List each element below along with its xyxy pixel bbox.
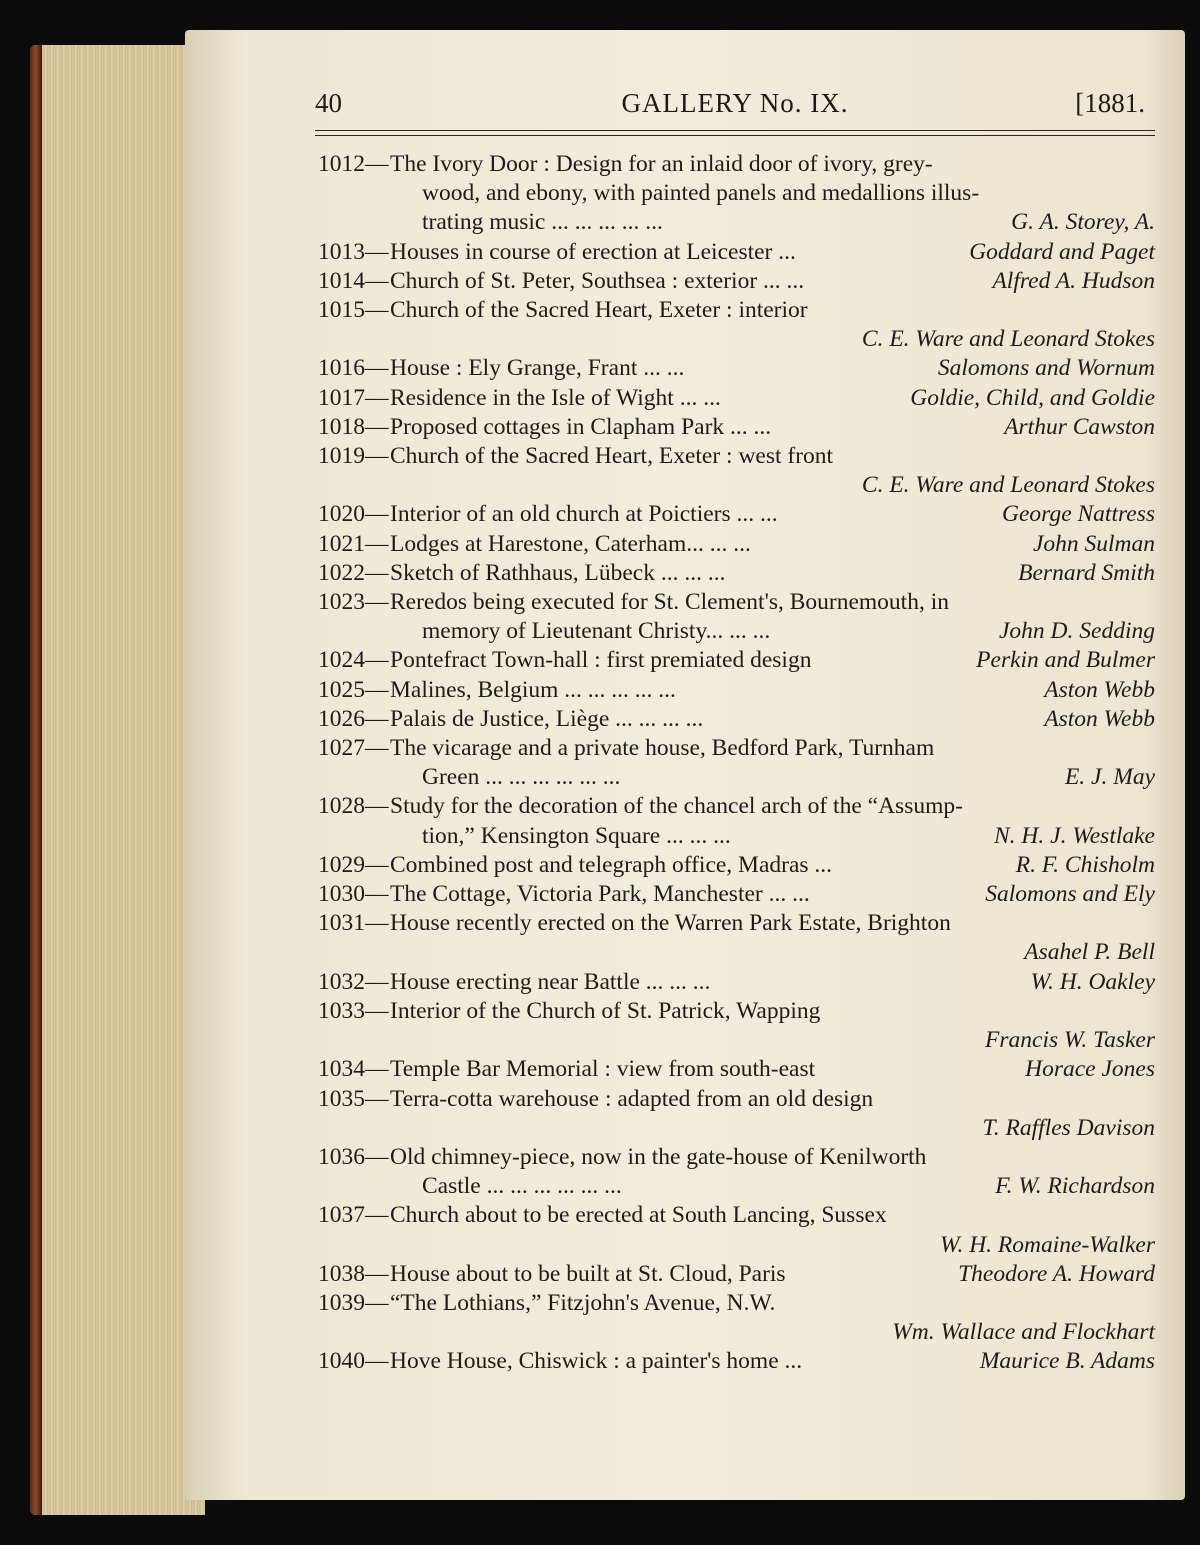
entry-line [318,1289,1155,1318]
catalogue-entry [318,646,1155,675]
entry-number: 1013— [318,238,389,265]
entry-number: 1016— [318,355,389,382]
entry-line [318,792,1155,821]
entry-title: Malines, Belgium ... ... ... ... ... [390,676,676,703]
entry-line [318,384,1155,413]
entry-architect: George Nattress [1002,501,1155,528]
entry-line [318,500,1155,529]
entry-line [318,1260,1155,1289]
entry-architect: Wm. Wallace and Flockhart [892,1319,1155,1346]
entry-title: Church of the Sacred Heart, Exeter : west front [390,443,834,470]
entry-title: Pontefract Town-hall : first premiated design [390,647,812,674]
entry-title: Church about to be erected at South Lancing, Sussex [390,1202,887,1229]
entry-architect: E. J. May [1064,764,1155,791]
entry-number: 1027— [318,735,389,762]
entry-number: 1034— [318,1056,389,1083]
entry-number: 1025— [318,676,389,703]
entry-architect: Arthur Cawston [1004,413,1155,440]
entry-line [318,617,1155,646]
entry-title: House about to be built at St. Cloud, Paris [390,1260,786,1287]
entry-title: tion,” Kensington Square ... ... ... [422,822,731,849]
entry-line [318,530,1155,559]
gallery-title: GALLERY No. IX. [621,88,849,118]
entry-architect: Maurice B. Adams [979,1348,1155,1375]
entry-number: 1030— [318,881,389,908]
entry-number: 1033— [318,997,389,1024]
entry-number: 1024— [318,647,389,674]
catalogue-entry [318,1289,1155,1347]
entry-architect: W. H. Oakley [1030,968,1155,995]
entry-line [318,296,1155,325]
catalogue-entry [318,1347,1155,1376]
entry-number: 1037— [318,1202,389,1229]
entry-number: 1038— [318,1260,389,1287]
book-binding [30,45,42,1515]
entry-architect: John D. Sedding [999,618,1155,645]
entry-title: Temple Bar Memorial : view from south-east [390,1056,816,1083]
catalogue-entry-list [318,150,1155,1377]
entry-architect: W. H. Romaine-Walker [940,1231,1155,1258]
year-label: [1881. [1075,88,1145,118]
entry-architect: R. F. Chisholm [1015,851,1155,878]
entry-architect: Salomons and Ely [985,881,1155,908]
entry-architect: Salomons and Wornum [937,355,1155,382]
entry-line [318,179,1155,208]
catalogue-entry [318,384,1155,413]
header-rule-bottom [315,135,1155,136]
catalogue-entry [318,1055,1155,1084]
entry-number: 1012— [318,151,389,177]
entry-title: wood, and ebony, with painted panels and medallions illus- [422,180,980,207]
entry-line [318,822,1155,851]
entry-line [318,413,1155,442]
entry-line [318,705,1155,734]
entry-line [318,150,1155,179]
entry-line [318,997,1155,1026]
entry-architect: Alfred A. Hudson [992,267,1155,294]
entry-line [318,676,1155,705]
entry-title: Study for the decoration of the chancel arch of the “Assump- [390,793,963,820]
entry-title: House recently erected on the Warren Park Estate, Brighton [390,910,951,937]
catalogue-entry [318,238,1155,267]
catalogue-entry [318,354,1155,383]
entry-architect: Horace Jones [1025,1056,1155,1083]
page-number: 40 [315,88,342,118]
entry-title: Church of St. Peter, Southsea : exterior ... ... [390,267,805,294]
catalogue-entry [318,705,1155,734]
entry-title: Green ... ... ... ... ... ... [422,764,621,791]
entry-architect: John Sulman [1032,530,1155,557]
entry-line [318,1347,1155,1376]
catalogue-entry [318,1085,1155,1143]
catalogue-entry [318,1143,1155,1201]
catalogue-entry [318,267,1155,296]
entry-title: Interior of an old church at Poictiers ... ... [390,501,778,528]
catalogue-entry [318,968,1155,997]
entry-line [318,238,1155,267]
entry-architect: T. Raffles Davison [982,1114,1155,1141]
entry-line [318,588,1155,617]
entry-title: Residence in the Isle of Wight ... ... [390,384,721,411]
catalogue-entry [318,413,1155,442]
entry-line [318,646,1155,675]
entry-architect: Goddard and Paget [969,238,1155,265]
entry-number: 1029— [318,851,389,878]
entry-title: Castle ... ... ... ... ... ... [422,1173,622,1200]
header-rule-top [315,130,1155,131]
entry-architect: N. H. J. Westlake [994,822,1155,849]
entry-number: 1020— [318,501,389,528]
entry-line [318,354,1155,383]
catalogue-entry [318,997,1155,1055]
catalogue-entry [318,530,1155,559]
entry-number: 1022— [318,559,389,586]
entry-title: House erecting near Battle ... ... ... [390,968,711,995]
entry-title: Combined post and telegraph office, Madras ... [390,851,833,878]
entry-number: 1018— [318,413,389,440]
catalogue-entry [318,909,1155,967]
entry-architect: G. A. Storey, A. [1011,209,1155,236]
entry-number: 1035— [318,1085,389,1112]
entry-line [318,1085,1155,1114]
catalogue-entry [318,792,1155,850]
catalogue-entry [318,851,1155,880]
entry-number: 1031— [318,910,389,937]
entry-line [318,968,1155,997]
entry-line [318,267,1155,296]
entry-title: Reredos being executed for St. Clement's, Bournemouth, in [390,589,949,616]
catalogue-entry [318,588,1155,646]
entry-title: Old chimney-piece, now in the gate-house of Kenilworth [390,1143,927,1170]
catalogue-entry [318,1260,1155,1289]
entry-architect: Theodore A. Howard [958,1260,1155,1287]
catalogue-entry [318,296,1155,354]
catalogue-entry [318,1201,1155,1259]
entry-title: The Ivory Door : Design for an inlaid door of ivory, grey- [390,151,933,177]
entry-architect: Aston Webb [1044,676,1155,703]
entry-number: 1014— [318,267,389,294]
entry-title: Lodges at Harestone, Caterham... ... ... [390,530,751,557]
entry-line [318,909,1155,938]
catalogue-entry [318,150,1155,238]
entry-number: 1021— [318,530,389,557]
entry-line [318,208,1155,237]
entry-number: 1032— [318,968,389,995]
entry-number: 1017— [318,384,389,411]
catalogue-entry [318,880,1155,909]
entry-title: Terra-cotta warehouse : adapted from an old design [390,1085,874,1112]
entry-line [318,734,1155,763]
entry-title: Proposed cottages in Clapham Park ... ... [390,413,772,440]
entry-architect: C. E. Ware and Leonard Stokes [861,472,1155,499]
entry-line [318,851,1155,880]
entry-architect: Aston Webb [1044,705,1155,732]
entry-line [318,442,1155,471]
entry-title: Interior of the Church of St. Patrick, Wapping [390,997,821,1024]
catalogue-entry [318,676,1155,705]
entry-line [318,559,1155,588]
entry-architect: C. E. Ware and Leonard Stokes [861,326,1155,353]
catalogue-entry [318,500,1155,529]
entry-title: trating music ... ... ... ... ... [422,209,663,236]
entry-title: House : Ely Grange, Frant ... ... [390,355,685,382]
entry-title: Palais de Justice, Liège ... ... ... ... [390,705,704,732]
entry-number: 1019— [318,443,389,470]
entry-architect: Perkin and Bulmer [976,647,1155,674]
entry-line [318,1143,1155,1172]
entry-architect: Bernard Smith [1018,559,1155,586]
entry-number: 1028— [318,793,389,820]
entry-line [318,880,1155,909]
running-header [315,88,1155,128]
entry-number: 1023— [318,589,389,616]
entry-number: 1039— [318,1289,389,1316]
entry-architect: Asahel P. Bell [1024,939,1155,966]
entry-line [318,763,1155,792]
entry-architect: F. W. Richardson [995,1173,1155,1200]
entry-line [318,1201,1155,1230]
entry-line [318,1055,1155,1084]
entry-title: Houses in course of erection at Leicester ... [390,238,796,265]
entry-title: The Cottage, Victoria Park, Manchester ... ... [390,881,810,908]
catalogue-entry [318,559,1155,588]
entry-line [318,1172,1155,1201]
catalogue-entry [318,442,1155,500]
entry-title: “The Lothians,” Fitzjohn's Avenue, N.W. [390,1289,776,1316]
entry-title: The vicarage and a private house, Bedford Park, Turnham [390,735,935,762]
entry-number: 1036— [318,1143,389,1170]
entry-architect: Goldie, Child, and Goldie [910,384,1155,411]
entry-number: 1026— [318,705,389,732]
book-page-edges [30,45,205,1515]
entry-number: 1015— [318,297,389,324]
entry-title: Church of the Sacred Heart, Exeter : interior [390,297,808,324]
entry-title: memory of Lieutenant Christy... ... ... [422,618,771,645]
entry-title: Sketch of Rathhaus, Lübeck ... ... ... [390,559,726,586]
entry-architect: Francis W. Tasker [985,1027,1155,1054]
entry-number: 1040— [318,1348,389,1375]
entry-title: Hove House, Chiswick : a painter's home ... [390,1348,803,1375]
catalogue-entry [318,734,1155,792]
